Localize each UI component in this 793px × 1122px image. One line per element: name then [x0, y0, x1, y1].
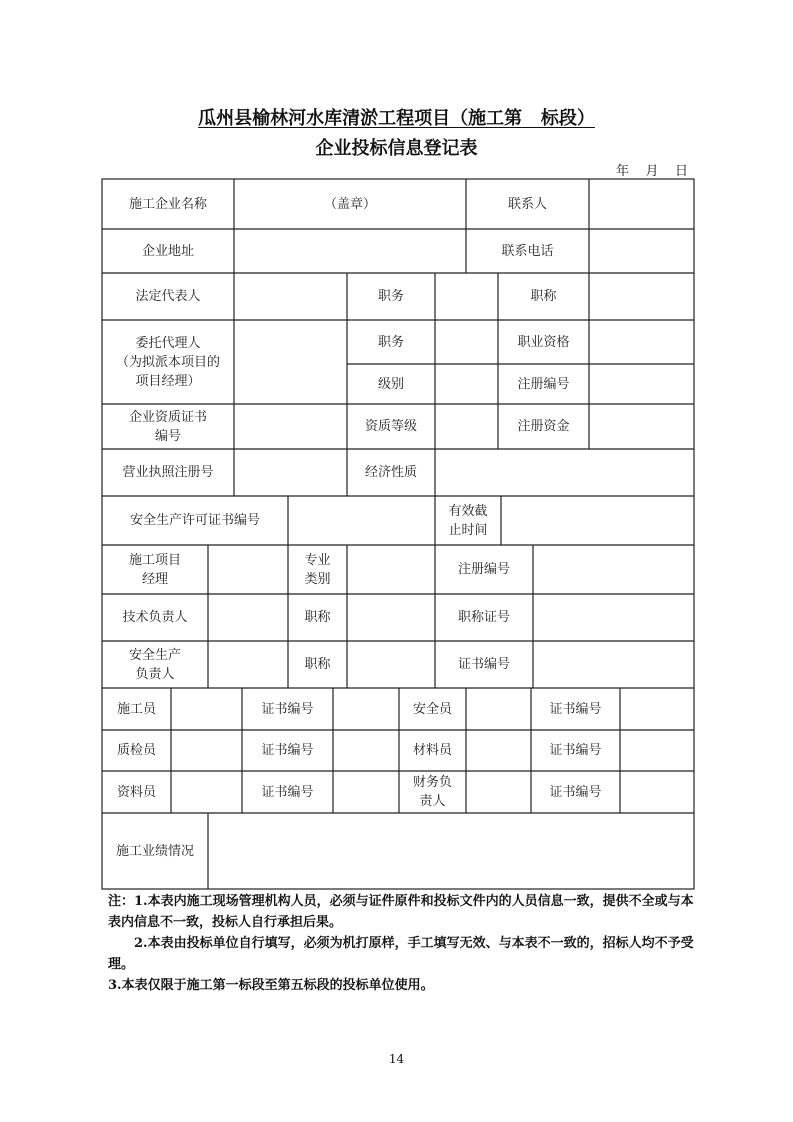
- label-performance: 施工业绩情况: [115, 843, 194, 859]
- date-line: 年 月 日: [615, 164, 688, 179]
- label-finance-head: 财务负 责人: [412, 775, 452, 809]
- label-grade: 资质等级: [364, 419, 417, 434]
- agent-post-field[interactable]: [435, 320, 498, 364]
- label-safety-officer-cert-no: 证书编号: [549, 701, 602, 717]
- label-qualification: 职业资格: [517, 334, 570, 350]
- label-finance-head-cert-no: 证书编号: [549, 784, 602, 800]
- pm-reg-no-field[interactable]: [533, 545, 694, 594]
- label-legal-rep-post: 职务: [377, 289, 404, 304]
- label-title-cert-no: 职称证号: [457, 610, 510, 625]
- safety-permit-no-field[interactable]: [288, 496, 435, 545]
- label-legal-rep-title: 职称: [530, 289, 557, 304]
- notes: [108, 891, 698, 996]
- label-company-cert-no: 企业资质证书 编号: [128, 409, 207, 444]
- label-quality-inspector: 质检员: [116, 743, 156, 758]
- note-2: 2.本表由投标单位自行填写，必须为机打原样，手工填写无效、与本表不一致的，招标人均不予受理。: [108, 936, 694, 972]
- label-material-officer: 材料员: [412, 743, 452, 758]
- label-license-reg-no: 营业执照注册号: [122, 465, 214, 480]
- label-constructor-cert-no: 证书编号: [261, 701, 314, 717]
- valid-until-field[interactable]: [501, 496, 694, 545]
- form-title: 企业投标信息登记表: [315, 138, 478, 159]
- license-reg-no-field[interactable]: [234, 449, 347, 496]
- agent-field[interactable]: [234, 320, 347, 404]
- label-safety-head-title: 职称: [304, 657, 331, 672]
- econ-nature-field[interactable]: [435, 449, 694, 496]
- project-manager-field[interactable]: [208, 545, 288, 594]
- title-cert-no-field[interactable]: [533, 594, 694, 641]
- safety-officer-field[interactable]: [466, 688, 531, 730]
- tech-head-title-field[interactable]: [347, 594, 435, 641]
- label-address: 企业地址: [141, 243, 194, 259]
- label-document-officer: 资料员: [116, 784, 156, 800]
- document-officer-cert-no-field[interactable]: [333, 771, 399, 813]
- grade-field[interactable]: [435, 404, 498, 449]
- label-level: 级别: [377, 376, 404, 392]
- constructor-cert-no-field[interactable]: [333, 688, 399, 730]
- seal-hint: （盖章）: [323, 196, 376, 212]
- company-cert-no-field[interactable]: [234, 404, 347, 449]
- safety-head-cert-no-field[interactable]: [533, 641, 694, 688]
- legal-rep-post-field[interactable]: [435, 273, 498, 320]
- safety-head-title-field[interactable]: [347, 641, 435, 688]
- contact-field[interactable]: [589, 179, 694, 229]
- legal-rep-field[interactable]: [234, 273, 347, 320]
- document-title: 瓜州县榆林河水库清淤工程项目（施工第 标段）: [198, 108, 595, 129]
- constructor-field[interactable]: [171, 688, 242, 730]
- tech-head-field[interactable]: [208, 594, 288, 641]
- label-agent: 委托代理人 （为拟派本项目的 项目经理）: [115, 335, 220, 389]
- material-officer-cert-no-field[interactable]: [620, 730, 694, 771]
- label-legal-rep: 法定代表人: [135, 289, 201, 304]
- label-company-name: 施工企业名称: [128, 196, 207, 212]
- note-1: 注：1.本表内施工现场管理机构人员，必须与证件原件和投标文件内的人员信息一致，提供不全或与本表内信息不一致，投标人自行承担后果。: [108, 894, 694, 930]
- legal-rep-title-field[interactable]: [589, 273, 694, 320]
- label-material-officer-cert-no: 证书编号: [549, 743, 602, 758]
- safety-officer-cert-no-field[interactable]: [620, 688, 694, 730]
- quality-inspector-field[interactable]: [171, 730, 242, 771]
- label-specialty: 专业 类别: [304, 552, 331, 587]
- finance-head-field[interactable]: [466, 771, 531, 813]
- level-field[interactable]: [435, 364, 498, 404]
- label-tech-head: 技术负责人: [122, 610, 188, 625]
- label-agent-post: 职务: [377, 334, 404, 350]
- label-pm-reg-no: 注册编号: [457, 562, 510, 577]
- label-phone: 联系电话: [501, 243, 554, 259]
- label-project-manager: 施工项目 经理: [128, 552, 181, 587]
- qualification-field[interactable]: [589, 320, 694, 364]
- label-tech-head-title: 职称: [304, 610, 331, 625]
- address-field[interactable]: [234, 229, 466, 273]
- document-officer-field[interactable]: [171, 771, 242, 813]
- label-safety-permit-no: 安全生产许可证书编号: [129, 513, 260, 528]
- label-safety-head-cert-no: 证书编号: [457, 657, 510, 672]
- page-number: 14: [388, 1052, 405, 1066]
- reg-capital-field[interactable]: [589, 404, 694, 449]
- company-name-field[interactable]: [234, 179, 466, 229]
- safety-head-field[interactable]: [208, 641, 288, 688]
- label-contact: 联系人: [507, 196, 547, 212]
- label-quality-inspector-cert-no: 证书编号: [261, 743, 314, 758]
- phone-field[interactable]: [589, 229, 694, 273]
- finance-head-cert-no-field[interactable]: [620, 771, 694, 813]
- label-valid-until: 有效截 止时间: [448, 503, 488, 538]
- label-constructor: 施工员: [116, 701, 156, 717]
- label-agent-reg-no: 注册编号: [517, 376, 570, 392]
- material-officer-field[interactable]: [466, 730, 531, 771]
- performance-field[interactable]: [208, 813, 694, 889]
- label-econ-nature: 经济性质: [364, 465, 417, 480]
- quality-inspector-cert-no-field[interactable]: [333, 730, 399, 771]
- label-safety-head: 安全生产 负责人: [128, 647, 181, 682]
- specialty-field[interactable]: [347, 545, 435, 594]
- label-document-officer-cert-no: 证书编号: [261, 784, 314, 800]
- label-reg-capital: 注册资金: [517, 419, 570, 434]
- agent-reg-no-field[interactable]: [589, 364, 694, 404]
- note-3: 3.本表仅限于施工第一标段至第五标段的投标单位使用。: [108, 978, 434, 993]
- label-safety-officer: 安全员: [412, 701, 452, 717]
